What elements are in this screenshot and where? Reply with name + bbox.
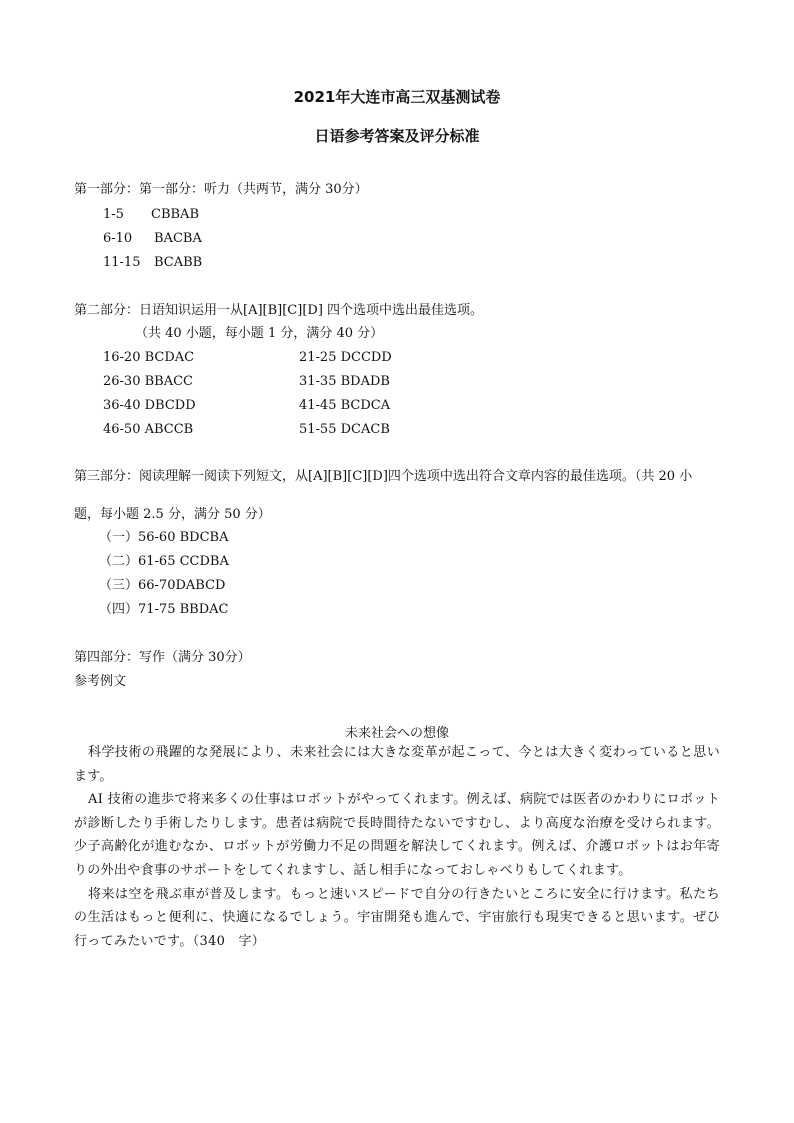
page-title: 2021年大连市高三双基测试卷 [293,88,501,106]
part1-row [103,231,202,247]
essay-title: 未来社会への想像 [344,726,449,741]
answer-key: BACBA [154,231,202,246]
part3-row: （二）61-65 CCDBA [99,554,229,569]
part2-heading: 第二部分：日语知识运用一从[A][B][C][D] 四个选项中选出最佳选项。 [74,303,484,318]
part3-heading-cont: 题，每小题 2.5 分，满分 50 分） [74,507,271,522]
part2-answer-right: 21-25 DCCDD [299,350,392,365]
part2-answer-left: 36-40 DBCDD [103,398,196,413]
part3-row: （三）66-70DABCD [99,578,226,593]
question-range: 11-15 [103,255,141,270]
part4-label: 参考例文 [74,674,127,689]
part2-answer-left: 16-20 BCDAC [103,350,195,365]
question-range: 6-10 [103,231,133,246]
answer-key: CBBAB [151,207,199,222]
part2-answer-left: 46-50 ABCCB [103,422,194,437]
essay-paragraph: 将来は空を飛ぶ車が普及します。もっと速いスピードで自分の行きたいところに安全に行けます。私たちの生活はもっと便利に、快適になるでしょう。宇宙開発も進んで、宇宙旅行も現実できると思います。ぜひ行ってみたいです。（340 字） [74,886,720,949]
answer-key: BCABB [154,255,203,270]
part2-answer-left: 26-30 BBACC [103,374,193,389]
part4-heading: 第四部分：写作（满分 30分） [74,650,251,665]
part1-row [103,255,202,271]
page-subtitle: 日语参考答案及评分标准 [314,127,480,145]
essay-paragraph: AI 技術の進歩で将来多くの仕事はロボットがやってくれます。例えば、病院では医者のかわりにロボットが診断したり手術したりします。患者は病院で長時間待たないですむし、より高度な治療を受けられます。少子高齢化が進むなか、ロボットが労働力不足の問題を解決してくれます。例えば、介護ロボットはお年寄りの外出や食事のサポートをしてくれますし、話し相手になっておしゃべりもしてくれます。 [74,792,720,878]
part2-note: （共 40 小题，每小题 1 分，满分 40 分） [135,326,384,341]
part3-heading: 第三部分：阅读理解一阅读下列短文，从[A][B][C][D]四个选项中选出符合文章内容的最佳选项。（共 20 小 [74,469,693,484]
part2-answer-right: 31-35 BDADB [299,374,390,389]
part1-heading: 第一部分：第一部分：听力（共两节，满分 30分） [74,182,368,197]
part3-row: （四）71-75 BBDAC [99,602,229,617]
part1-row [103,207,199,223]
part2-answer-right: 51-55 DCACB [299,422,390,437]
part3-row: （一）56-60 BDCBA [99,530,229,545]
question-range: 1-5 [103,207,124,222]
essay-body [74,741,720,953]
essay-paragraph: 科学技術の飛躍的な発展により、未来社会には大きな変革が起こって、今とは大きく変わっていると思います。 [74,745,720,784]
part2-answer-right: 41-45 BCDCA [299,398,391,413]
